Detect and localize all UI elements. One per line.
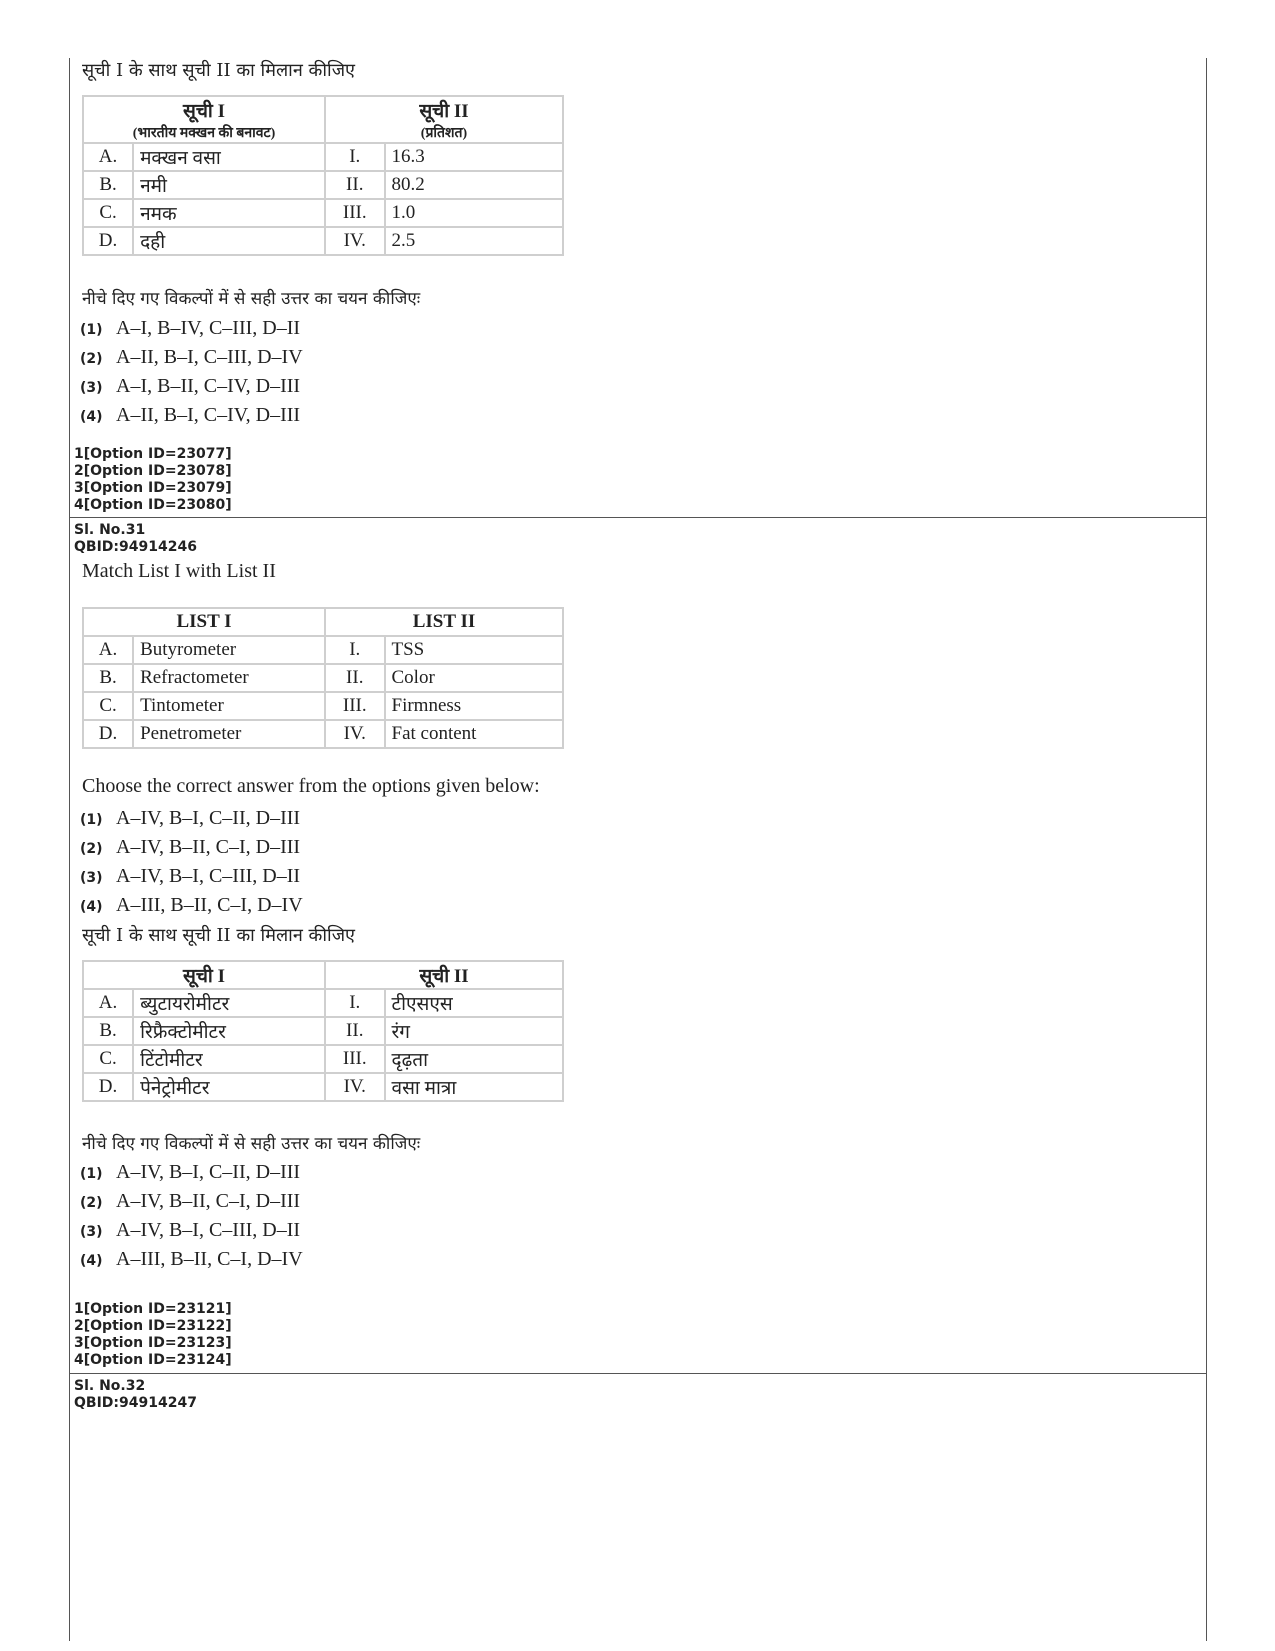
q31-header-list2-hi: सूची II [325,961,563,989]
row-letter: C. [83,1045,133,1073]
option-id: 4[Option ID=23080] [74,497,232,513]
q30-header-list2 [325,96,563,143]
row-value: 80.2 [385,171,564,199]
q30-header-list1-sub: (भारतीय मक्खन की बनावट) [132,126,276,141]
q32-meta [74,1378,197,1412]
q31-header-list1-hi: सूची I [83,961,325,989]
q31-intro-hindi: सूची I के साथ सूची II का मिलान कीजिए [82,925,356,946]
option-number: (3) [80,870,103,886]
row-roman: III. [325,692,385,720]
option-text: A–II, B–I, C–IV, D–III [116,404,301,426]
q31-match-table-hi-wrap [82,960,564,1102]
row-item: Tintometer [133,692,325,720]
row-letter: B. [83,171,133,199]
row-value: 1.0 [385,199,564,227]
q30-header-list1-title: सूची I [183,101,225,122]
option-number: (1) [80,322,103,338]
option-text: A–II, B–I, C–III, D–IV [116,346,303,368]
option-id: 2[Option ID=23122] [74,1318,232,1334]
q31-option-hi-1[interactable] [80,1160,300,1186]
table-row [83,1017,563,1045]
row-item: टिंटोमीटर [133,1045,325,1073]
row-item: Refractometer [133,664,325,692]
row-roman: I. [325,143,385,171]
option-text: A–I, B–IV, C–III, D–II [116,317,301,339]
row-item: Penetrometer [133,720,325,748]
option-id: 3[Option ID=23079] [74,480,232,496]
table-row [83,1073,563,1101]
row-item: नमक [133,199,325,227]
row-item: Butyrometer [133,636,325,664]
row-item: दही [133,227,325,255]
q30-match-table [82,95,564,256]
option-text: A–IV, B–I, C–III, D–II [116,865,301,887]
option-number: (2) [80,1195,103,1211]
row-letter: B. [83,1017,133,1045]
q31-qbid: QBID:94914246 [74,539,197,555]
row-roman: III. [325,1045,385,1073]
q30-header-list2-sub: (प्रतिशत) [420,126,468,141]
option-text: A–IV, B–II, C–I, D–III [116,836,301,858]
row-roman: I. [325,636,385,664]
row-value: 16.3 [385,143,564,171]
row-item: नमी [133,171,325,199]
option-id: 1[Option ID=23077] [74,446,232,462]
row-roman: II. [325,171,385,199]
option-number: (4) [80,899,103,915]
row-item: ब्युटायरोमीटर [133,989,325,1017]
table-row [83,1045,563,1073]
table-row [83,720,563,748]
q30-intro-hindi: सूची I के साथ सूची II का मिलान कीजिए [82,60,356,81]
option-number: (1) [80,1166,103,1182]
row-value: टीएसएस [385,989,564,1017]
option-id: 3[Option ID=23123] [74,1335,232,1351]
q31-sl-no: Sl. No.31 [74,522,146,538]
row-roman: III. [325,199,385,227]
option-number: (4) [80,409,103,425]
q30-choose-hindi: नीचे दिए गए विकल्पों में से सही उत्तर का चयन कीजिएः [82,289,421,309]
row-roman: II. [325,664,385,692]
row-letter: A. [83,989,133,1017]
option-id: 4[Option ID=23124] [74,1352,232,1368]
q32-sl-no: Sl. No.32 [74,1378,146,1394]
row-letter: C. [83,199,133,227]
row-roman: IV. [325,1073,385,1101]
row-value: दृढ़ता [385,1045,564,1073]
q31-option-hi-4[interactable] [80,1247,303,1273]
table-row [83,636,563,664]
option-text: A–IV, B–I, C–II, D–III [116,1161,301,1183]
row-item: पेनेट्रोमीटर [133,1073,325,1101]
q31-option-hi-2[interactable] [80,1189,300,1215]
q31-option-hi-3[interactable] [80,1218,300,1244]
table-row [83,143,563,171]
q30-option-1[interactable] [80,316,300,342]
q30-option-4[interactable] [80,403,300,429]
table-row [83,692,563,720]
q31-header-list1: LIST I [83,608,325,636]
q30-header-list2-title: सूची II [419,101,469,122]
q31-choose-english: Choose the correct answer from the options given below: [82,775,540,797]
q30-match-table-wrap [82,95,564,256]
q31-match-table-hi [82,960,564,1102]
row-value: Firmness [385,692,564,720]
option-number: (4) [80,1253,103,1269]
q31-option-ids [74,1301,232,1369]
row-roman: IV. [325,227,385,255]
q30-option-ids [74,446,232,514]
row-letter: B. [83,664,133,692]
table-row [83,171,563,199]
q31-option-en-3[interactable] [80,864,300,890]
q31-match-table-en-wrap [82,607,564,749]
row-value: Fat content [385,720,564,748]
row-letter: D. [83,1073,133,1101]
option-text: A–IV, B–II, C–I, D–III [116,1190,301,1212]
option-text: A–III, B–II, C–I, D–IV [116,894,303,916]
row-value: Color [385,664,564,692]
row-roman: IV. [325,720,385,748]
option-text: A–IV, B–I, C–III, D–II [116,1219,301,1241]
row-letter: D. [83,720,133,748]
row-value: 2.5 [385,227,564,255]
option-number: (2) [80,351,103,367]
option-id: 1[Option ID=23121] [74,1301,232,1317]
option-number: (1) [80,812,103,828]
option-text: A–I, B–II, C–IV, D–III [116,375,301,397]
row-letter: A. [83,143,133,171]
table-row [83,664,563,692]
option-number: (3) [80,380,103,396]
question-divider [69,517,1207,518]
row-item: मक्खन वसा [133,143,325,171]
q31-choose-hindi: नीचे दिए गए विकल्पों में से सही उत्तर का चयन कीजिएः [82,1134,421,1154]
table-row [83,989,563,1017]
q32-qbid: QBID:94914247 [74,1395,197,1411]
q31-meta [74,522,197,556]
row-value: रंग [385,1017,564,1045]
q30-option-3[interactable] [80,374,300,400]
q31-option-en-1[interactable] [80,806,300,832]
row-value: वसा मात्रा [385,1073,564,1101]
option-text: A–IV, B–I, C–II, D–III [116,807,301,829]
q30-option-2[interactable] [80,345,303,371]
q31-header-list2: LIST II [325,608,563,636]
q31-intro-english: Match List I with List II [82,560,276,582]
row-letter: D. [83,227,133,255]
row-item: रिफ्रैक्टोमीटर [133,1017,325,1045]
q31-match-table-en [82,607,564,749]
option-number: (2) [80,841,103,857]
question-divider [69,1373,1207,1374]
row-letter: C. [83,692,133,720]
row-letter: A. [83,636,133,664]
q30-header-list1 [83,96,325,143]
table-row [83,227,563,255]
table-row [83,199,563,227]
q31-option-en-2[interactable] [80,835,300,861]
row-value: TSS [385,636,564,664]
option-text: A–III, B–II, C–I, D–IV [116,1248,303,1270]
row-roman: II. [325,1017,385,1045]
q31-option-en-4[interactable] [80,893,303,919]
option-number: (3) [80,1224,103,1240]
row-roman: I. [325,989,385,1017]
option-id: 2[Option ID=23078] [74,463,232,479]
